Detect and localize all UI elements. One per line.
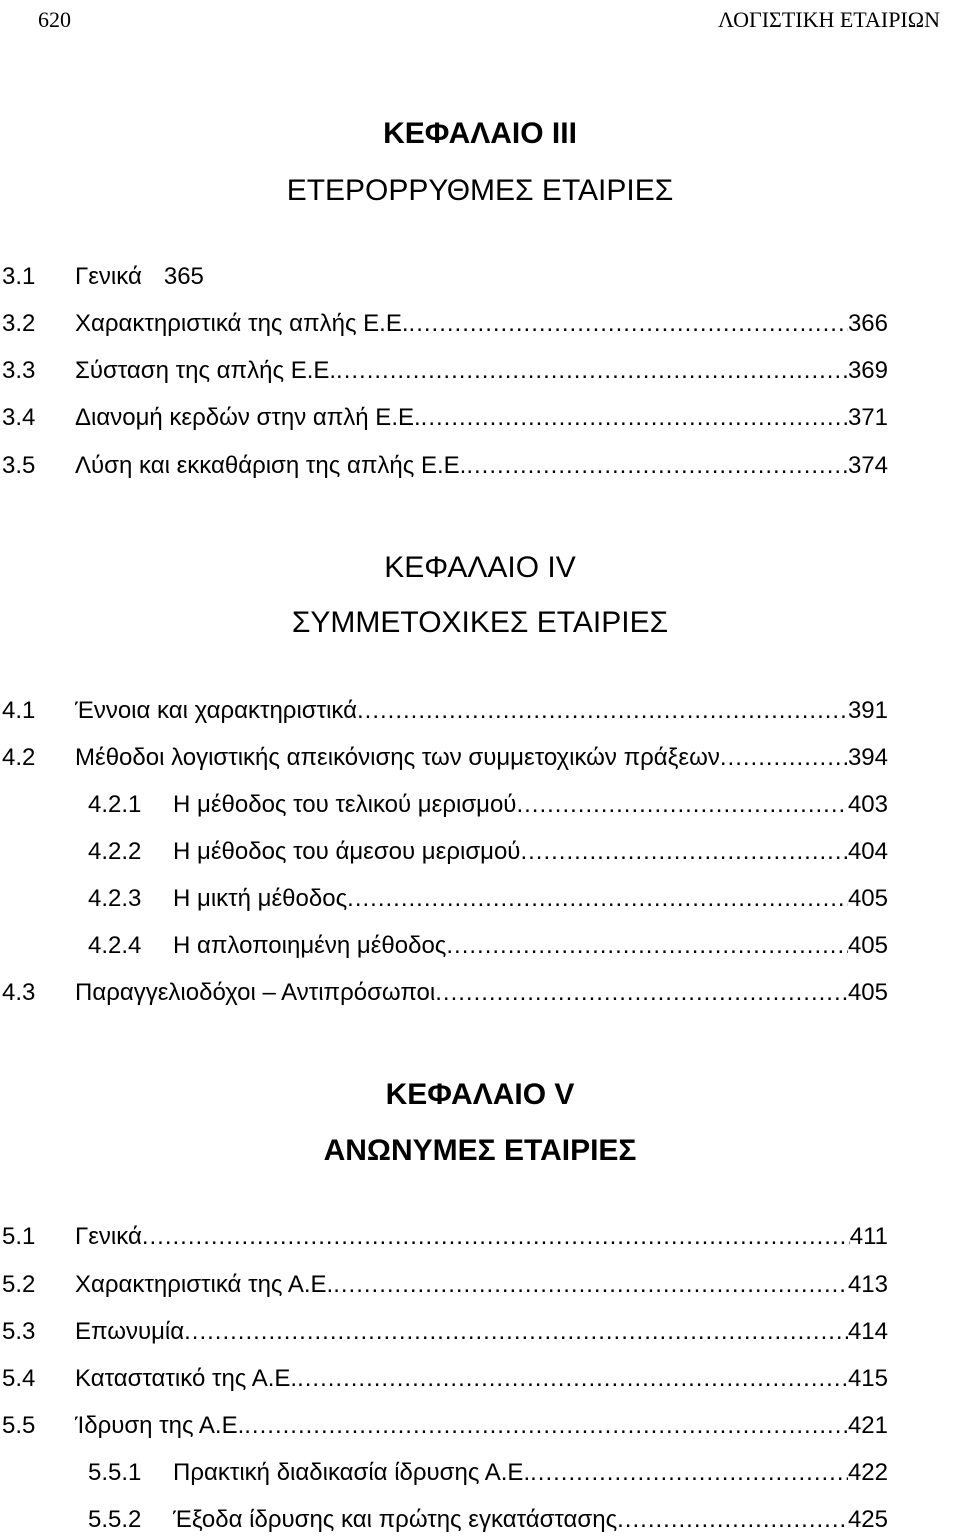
toc-entry-title: Ίδρυση της Α.Ε. <box>75 1412 245 1439</box>
toc-entry-number: 4.2.1 <box>88 791 142 818</box>
chapter-label-5: ΚΕΦΑΛΑΙΟ V <box>385 1078 575 1111</box>
toc-entry-title: Έξοδα ίδρυσης και πρώτης εγκατάστασης <box>173 1506 618 1533</box>
chapter-label-3: ΚΕΦΑΛΑΙΟ III <box>383 117 577 150</box>
toc-entry-page: 411 <box>849 1223 888 1250</box>
toc-entry-number: 4.2.3 <box>88 885 142 912</box>
toc-entry-4-2-1[interactable] <box>0 788 888 822</box>
toc-entry-title: Μέθοδοι λογιστικής απεικόνισης των συμμετοχικών πράξεων <box>75 744 720 771</box>
toc-entry-number: 5.5.2 <box>88 1506 142 1533</box>
toc-entry-number: 3.5 <box>2 452 36 479</box>
dot-leader <box>244 1409 848 1443</box>
toc-entry-page: 394 <box>847 744 888 771</box>
page-header <box>0 0 960 40</box>
toc-entry-5-5[interactable] <box>0 1409 888 1443</box>
chapter-title-5: ΑΝΩΝΥΜΕΣ ΕΤΑΙΡΙΕΣ <box>323 1134 637 1167</box>
toc-entry-page: 422 <box>847 1459 888 1486</box>
toc-entry-4-2-3[interactable] <box>0 882 888 916</box>
toc-entry-number: 3.4 <box>2 404 36 431</box>
toc-entry-number: 4.2.2 <box>88 838 142 865</box>
toc-entry-title: Πρακτική διαδικασία ίδρυσης Α.Ε. <box>173 1459 531 1486</box>
toc-entry-number: 5.5 <box>2 1412 36 1439</box>
toc-entry-number: 3.1 <box>2 263 36 290</box>
toc-entry-page: 405 <box>847 932 888 959</box>
dot-leader <box>333 1268 848 1302</box>
toc-entry-title: Λύση και εκκαθάριση της απλής Ε.Ε. <box>75 452 467 479</box>
toc-entry-4-1[interactable] <box>0 694 888 728</box>
toc-entry-title: Χαρακτηριστικά της Α.Ε. <box>75 1271 334 1298</box>
toc-entry-number: 4.1 <box>2 697 36 724</box>
toc-entry-number: 4.2.4 <box>88 932 142 959</box>
toc-entry-page: 415 <box>847 1365 888 1392</box>
toc-entry-title: Χαρακτηριστικά της απλής Ε.Ε. <box>75 310 409 337</box>
toc-entry-5-4[interactable] <box>0 1362 888 1396</box>
toc-entry-title: Η απλοποιημένη μέθοδος <box>173 932 447 959</box>
dot-leader <box>435 976 848 1010</box>
toc-entry-number: 5.4 <box>2 1365 36 1392</box>
toc-entry-3-5[interactable] <box>0 449 888 483</box>
dot-leader <box>347 882 848 916</box>
toc-entry-number: 3.2 <box>2 310 36 337</box>
toc-entry-4-2-2[interactable] <box>0 835 888 869</box>
toc-entry-page: 371 <box>847 404 888 431</box>
toc-entry-5-1[interactable] <box>0 1220 888 1254</box>
toc-entry-title: Παραγγελιοδόχοι – Αντιπρόσωποι <box>75 979 436 1006</box>
toc-entry-title: Η μικτή μέθοδος <box>173 885 348 912</box>
toc-entry-page: 366 <box>847 310 888 337</box>
toc-entry-page: 404 <box>847 838 888 865</box>
dot-leader <box>530 1456 848 1490</box>
toc-entry-title: Επωνυμία <box>75 1318 185 1345</box>
toc-entry-5-2[interactable] <box>0 1268 888 1302</box>
dot-leader <box>466 449 848 483</box>
chapter-label-4: ΚΕΦΑΛΑΙΟ IV <box>384 551 576 584</box>
toc-entry-page: 369 <box>847 357 888 384</box>
toc-entry-3-4[interactable] <box>0 401 888 435</box>
toc-entry-4-2[interactable] <box>0 741 888 775</box>
toc-entry-page: 403 <box>847 791 888 818</box>
toc-entry-3-2[interactable] <box>0 307 888 341</box>
dot-leader <box>142 1220 850 1254</box>
toc-entry-title: Καταστατικό της Α.Ε. <box>75 1365 298 1392</box>
dot-leader <box>520 835 848 869</box>
dot-leader <box>409 307 848 341</box>
dot-leader <box>516 788 848 822</box>
chapter-title-4: ΣΥΜΜΕΤΟΧΙΚΕΣ ΕΤΑΙΡΙΕΣ <box>291 606 669 639</box>
dot-leader <box>421 401 848 435</box>
toc-entry-number: 5.3 <box>2 1318 36 1345</box>
toc-entry-5-3[interactable] <box>0 1315 888 1349</box>
dot-leader <box>446 929 848 963</box>
toc-entry-number: 4.2 <box>2 744 36 771</box>
toc-entry-number: 4.3 <box>2 979 36 1006</box>
toc-entry-title: Η μέθοδος του τελικού μερισμού <box>173 791 517 818</box>
toc-entry-page: 374 <box>847 452 888 479</box>
toc-entry-number: 3.3 <box>2 357 36 384</box>
toc-entry-page: 365 <box>163 263 204 290</box>
dot-leader <box>617 1503 848 1537</box>
toc-entry-page: 421 <box>847 1412 888 1439</box>
dot-leader <box>336 354 848 388</box>
toc-entry-5-5-1[interactable] <box>0 1456 888 1490</box>
toc-entry-page: 391 <box>847 697 888 724</box>
running-title: ΛΟΓΙΣΤΙΚΗ ΕΤΑΙΡΙΩΝ <box>718 7 940 32</box>
toc-entry-page: 414 <box>847 1318 888 1345</box>
toc-entry-page: 405 <box>847 885 888 912</box>
page-number: 620 <box>38 7 71 32</box>
toc-entry-title: Έννοια και χαρακτηριστικά <box>75 697 357 724</box>
dot-leader <box>720 741 848 775</box>
toc-entry-title: Η μέθοδος του άμεσου μερισμού <box>173 838 521 865</box>
dot-leader <box>357 694 848 728</box>
toc-entry-4-3[interactable] <box>0 976 888 1010</box>
toc-entry-3-1[interactable] <box>0 260 888 294</box>
chapter-title-3: ΕΤΕΡΟΡΡΥΘΜΕΣ ΕΤΑΙΡΙΕΣ <box>286 174 674 207</box>
dot-leader <box>297 1362 848 1396</box>
toc-entry-number: 5.2 <box>2 1271 36 1298</box>
toc-entry-title: Σύσταση της απλής Ε.Ε. <box>75 357 337 384</box>
toc-entry-5-5-2[interactable] <box>0 1503 888 1537</box>
dot-leader <box>184 1315 848 1349</box>
toc-entry-page: 413 <box>847 1271 888 1298</box>
toc-entry-title: Γενικά <box>75 1223 142 1250</box>
toc-entry-4-2-4[interactable] <box>0 929 888 963</box>
toc-entry-number: 5.5.1 <box>88 1459 142 1486</box>
toc-entry-title: Γενικά <box>75 263 142 290</box>
toc-entry-page: 425 <box>847 1506 888 1533</box>
toc-entry-3-3[interactable] <box>0 354 888 388</box>
toc-entry-number: 5.1 <box>2 1223 36 1250</box>
toc-entry-page: 405 <box>847 979 888 1006</box>
toc-entry-title: Διανομή κερδών στην απλή Ε.Ε. <box>75 404 421 431</box>
